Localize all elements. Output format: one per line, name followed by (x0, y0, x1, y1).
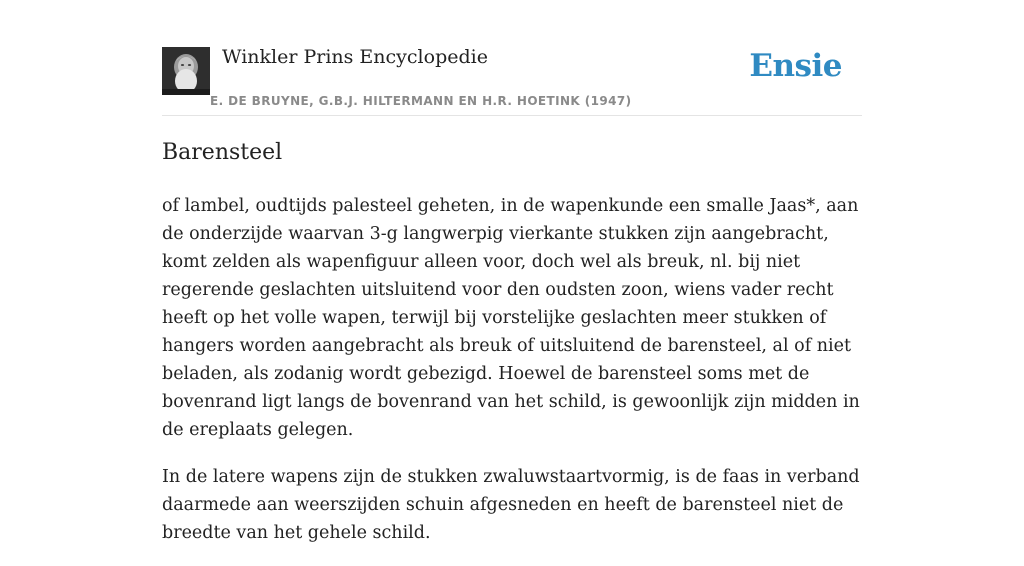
article-paragraph: of lambel, oudtijds palesteel geheten, in de wapenkunde een smalle Jaas*, aan de onderzijde waarvan 3-g langwerpig vierkante stukken zijn aangebracht, komt zelden als wapenfiguur alleen voor, doch wel als breuk, nl. bij niet regerende geslachten uitsluitend voor den oudsten zoon, wiens vader recht heeft op het volle wapen, terwijl bij vorstelijke geslachten meer stukken of hangers worden aangebracht als breuk of uitsluitend de barensteel, al of niet beladen, als zodanig wordt gebezigd. Hoewel de barensteel soms met de bovenrand ligt langs de bovenrand van het schild, is gewoonlijk zijn midden in de ereplaats gelegen. (162, 196, 860, 440)
author-avatar[interactable] (162, 47, 210, 95)
ensie-logo[interactable]: Ensie (749, 48, 842, 84)
publication-header (162, 44, 862, 116)
publication-authors: E. DE BRUYNE, G.B.J. HILTERMANN EN H.R. HOETINK (1947) (210, 94, 632, 108)
publication-title[interactable]: Winkler Prins Encyclopedie (222, 46, 488, 68)
article-body (162, 192, 862, 566)
article-title: Barensteel (162, 140, 283, 165)
article-paragraph: In de latere wapens zijn de stukken zwaluwstaartvormig, is de faas in verband daarmede aan weerszijden schuin afgesneden en heeft de barensteel niet de breedte van het gehele schild. (162, 467, 860, 543)
portrait-image (162, 47, 210, 95)
